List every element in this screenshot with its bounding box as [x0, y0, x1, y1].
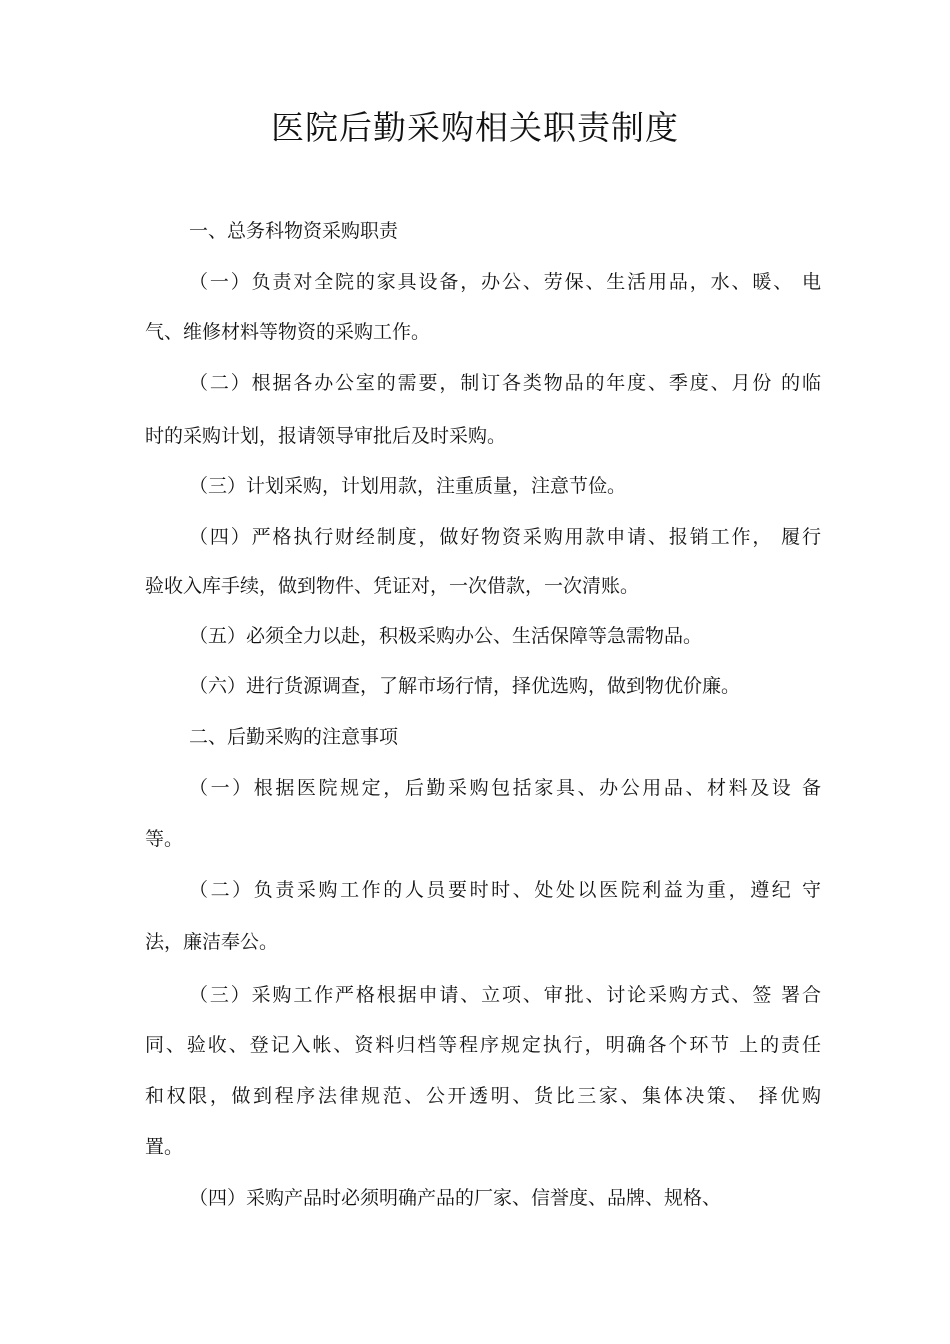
- paragraph-line: （二）负责采购工作的人员要时时、处处以医院利益为重，遵纪 守: [189, 879, 821, 901]
- paragraph-line: （二）根据各办公室的需要，制订各类物品的年度、季度、月份 的临: [189, 372, 821, 394]
- document-title: 医院后勤采购相关职责制度: [271, 108, 679, 147]
- paragraph-line: 等。: [145, 828, 184, 850]
- paragraph-line: （四）严格执行财经制度，做好物资采购用款申请、报销工作， 履行: [189, 526, 821, 548]
- paragraph-line: 同、验收、登记入帐、资料归档等程序规定执行，明确各个环节 上的责任: [145, 1034, 821, 1056]
- paragraph-line: （六）进行货源调查，了解市场行情，择优选购，做到物优价廉。: [189, 675, 741, 697]
- paragraph-line: （三）采购工作严格根据申请、立项、审批、讨论采购方式、签 署合: [189, 984, 821, 1006]
- section-heading-1: 一、总务科物资采购职责: [189, 220, 399, 242]
- paragraph-line: （三）计划采购，计划用款，注重质量，注意节俭。: [189, 475, 627, 497]
- paragraph-line: （四）采购产品时必须明确产品的厂家、信誉度、品牌、规格、: [189, 1187, 722, 1209]
- section-heading-2: 二、后勤采购的注意事项: [189, 726, 399, 748]
- paragraph-line: 时的采购计划，报请领导审批后及时采购。: [145, 425, 507, 447]
- paragraph-line: （五）必须全力以赴，积极采购办公、生活保障等急需物品。: [189, 625, 703, 647]
- paragraph-line: （一）负责对全院的家具设备，办公、劳保、生活用品，水、暖、 电: [189, 271, 821, 293]
- paragraph-line: 置。: [145, 1136, 184, 1158]
- paragraph-line: 验收入库手续，做到物件、凭证对，一次借款，一次清账。: [145, 575, 640, 597]
- paragraph-line: 法，廉洁奉公。: [145, 931, 279, 953]
- paragraph-line: 气、维修材料等物资的采购工作。: [145, 321, 431, 343]
- paragraph-line: 和权限，做到程序法律规范、公开透明、货比三家、集体决策、 择优购: [145, 1085, 821, 1107]
- paragraph-line: （一）根据医院规定，后勤采购包括家具、办公用品、材料及设 备: [189, 777, 821, 799]
